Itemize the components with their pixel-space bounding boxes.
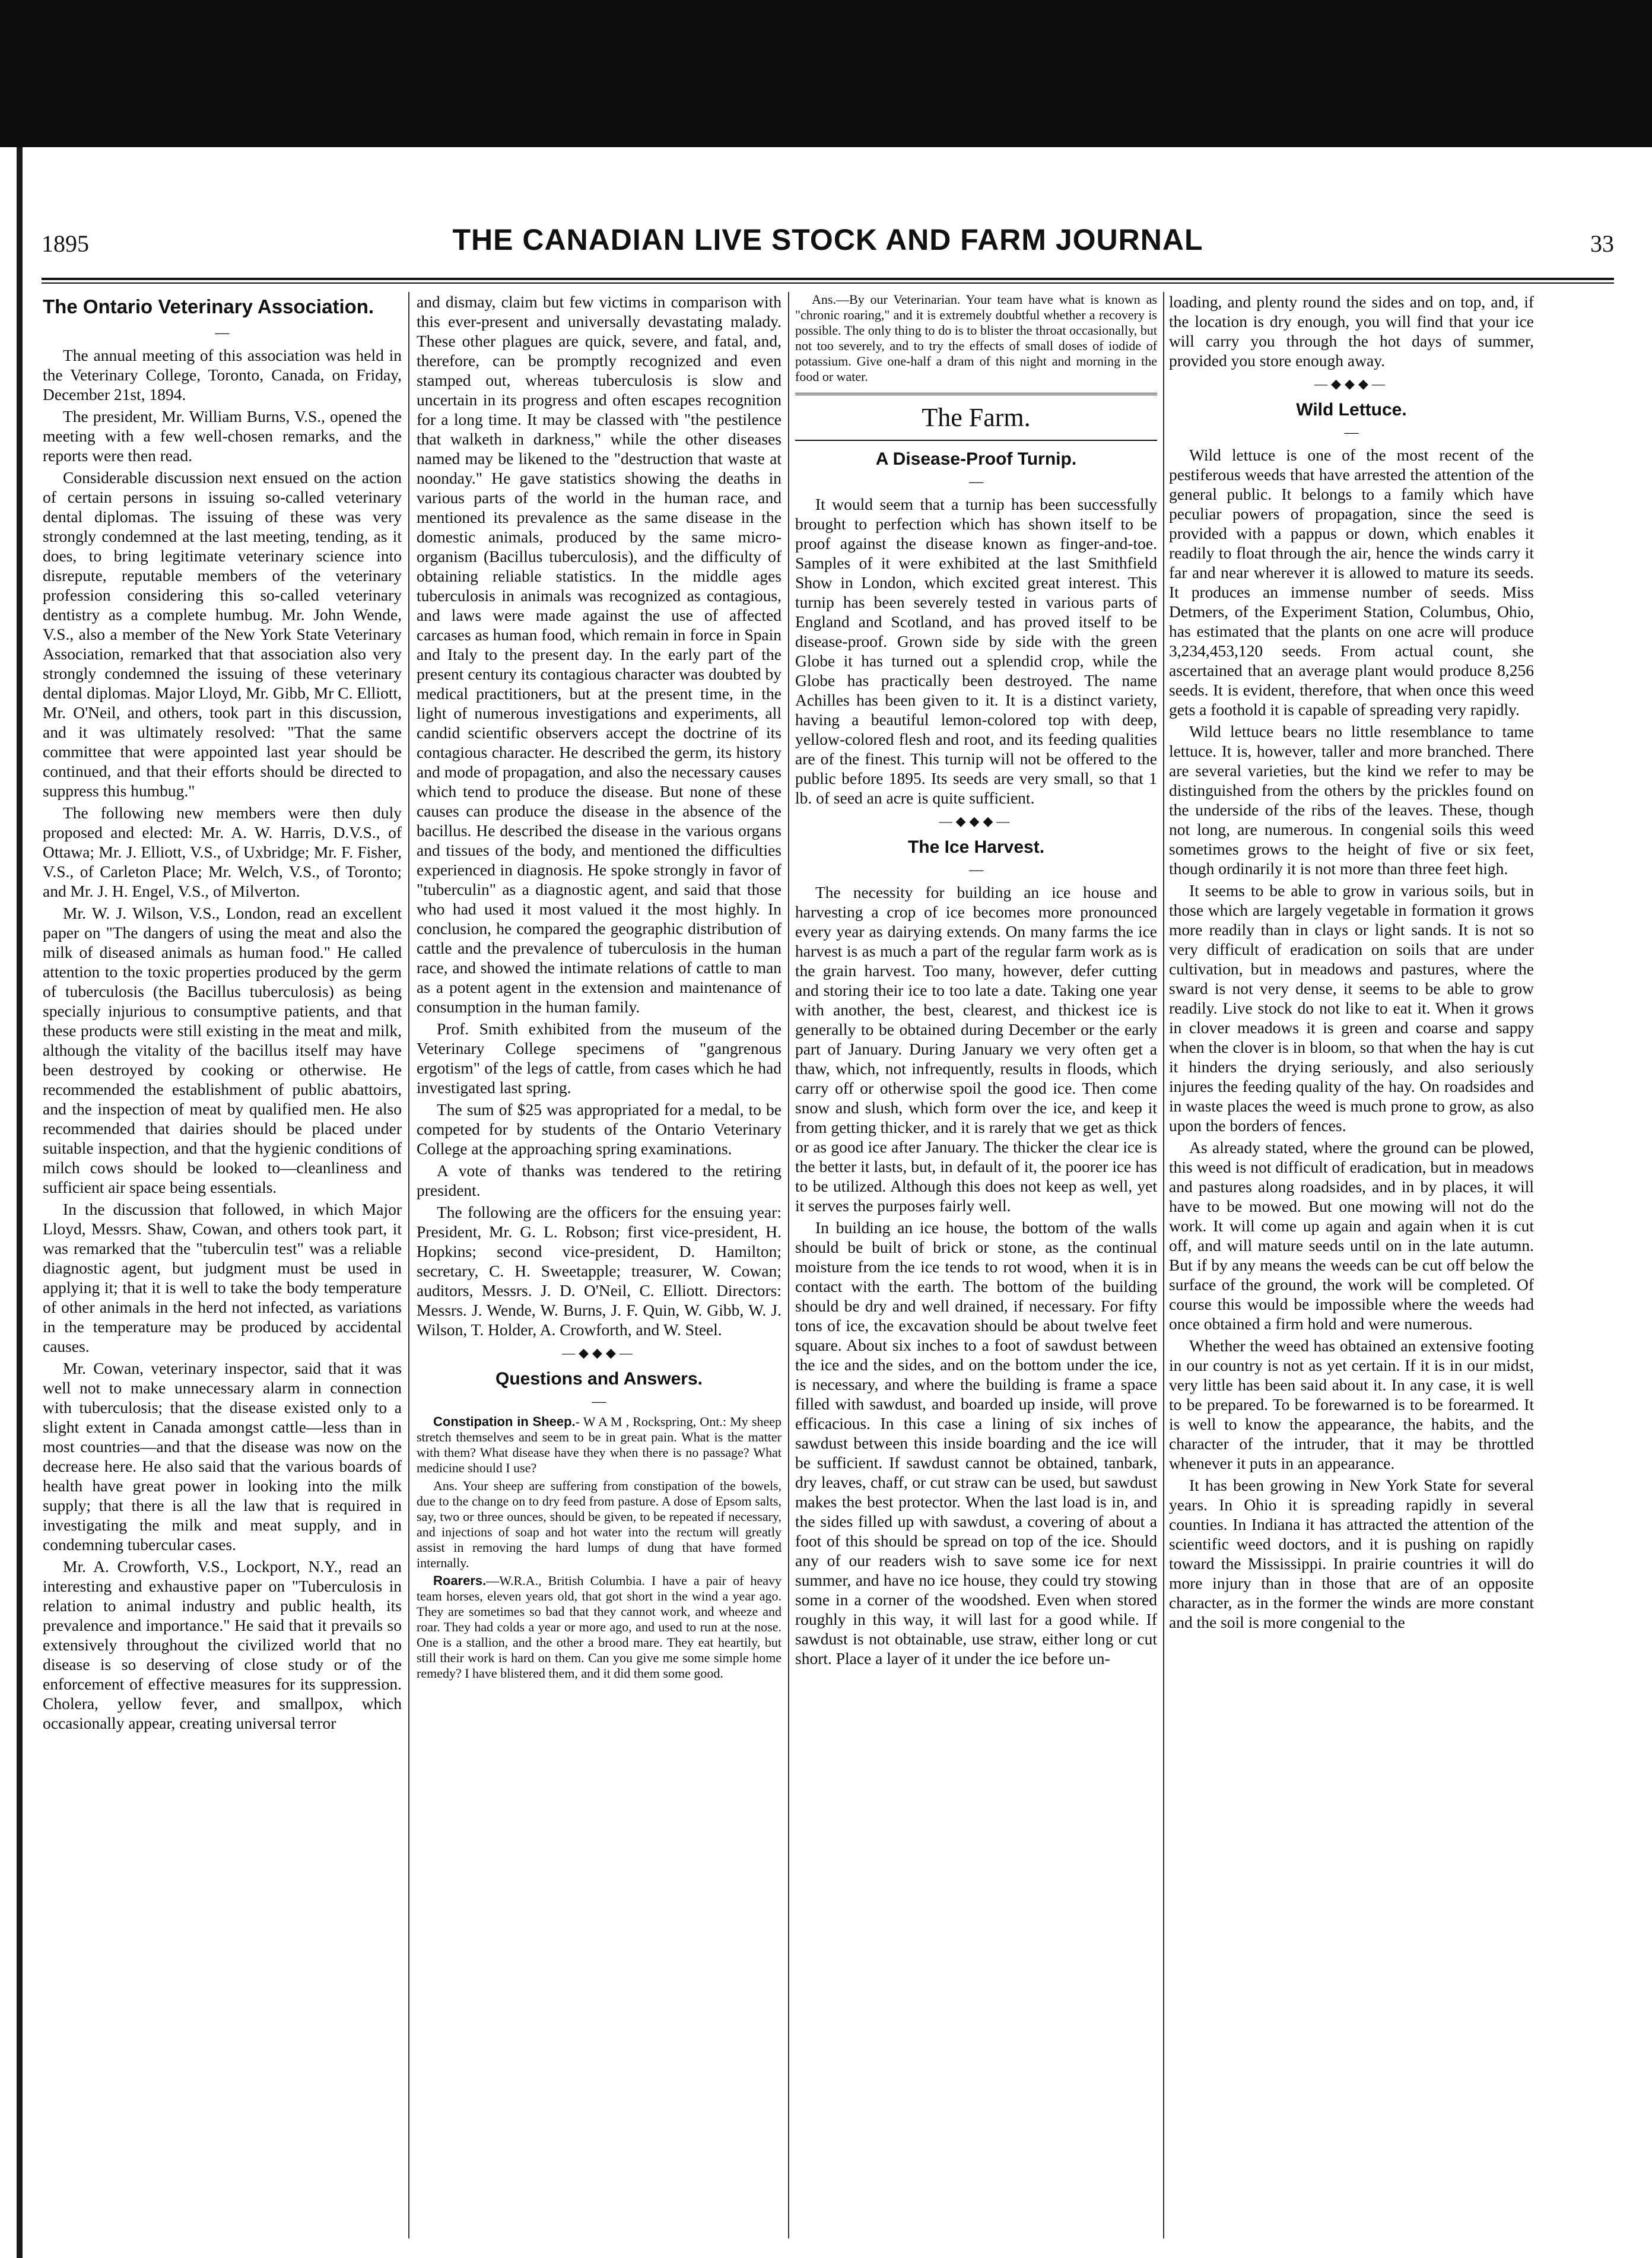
paragraph: loading, and plenty round the sides and on top, and, if the location is dry enough, you will find that your ice will carry you through the hot days of summer, provided you store enough away.: [1169, 293, 1534, 370]
column-divider: [788, 292, 789, 2238]
scan-top-border: [0, 0, 1652, 147]
paragraph: In building an ice house, the bottom of the walls should be built of brick or stone, as the continual moisture from the ice tends to rot wood, when it is in contact with the earth. The bottom of the building should be dry and well drained, if necessary. For fifty tons of ice, the excavation should be about twelve feet square. About six inches to a foot of sawdust between the ice and the sides, and on the bottom under the ice, is necessary, and where the building is frame a space filled with sawdust, and boarded up inside, will prove efficacious. In this case a lining of six inches of sawdust between this inside boarding and the ice will be sufficient. If sawdust cannot be obtained, tanbark, dry leaves, chaff, or cut straw can be used, but sawdust makes the best protector. When the last load is in, and the sides filled up with sawdust, a covering of about a foot of this should be spread on top of the ice. Should any of our readers wish to save some ice for next summer, and have no ice house, they could try stowing some in a corner of the woodshed. Even when stored roughly in this way, it will last for a good while. If sawdust is not obtainable, use straw, either long or cut short. Place a layer of it under the ice before un-: [795, 1218, 1157, 1668]
heading-dash: —: [592, 1394, 606, 1409]
article-heading-lettuce: Wild Lettuce.: [1296, 400, 1407, 420]
paragraph: The annual meeting of this association was held in the Veterinary College, Toronto, Canada, on Friday, December 21st, 1894.: [43, 346, 402, 404]
column-divider: [1163, 292, 1164, 2238]
paragraph: Prof. Smith exhibited from the museum of the Veterinary College specimens of "gangrenous ergotism" of the legs of cattle, from cases which he had investigated last spring.: [417, 1020, 781, 1097]
paragraph: Mr. A. Crowforth, V.S., Lockport, N.Y., read an interesting and exhaustive paper on "Tuberculosis in relation to animal industry and public health, its prevalence and importance." He said that it prevails so extensively throughout the civilized world that no disease is so deserving of close study or of the enforcement of effective measures for its suppression. Cholera, yellow fever, and smallpox, which occasionally appear, creating universal terror: [43, 1557, 402, 1732]
column-1: [43, 292, 402, 2238]
heading-dash: —: [215, 325, 230, 341]
column-2: [417, 292, 781, 2238]
section-ornament: —◆◆◆—: [1314, 376, 1389, 391]
paragraph: It would seem that a turnip has been successfully brought to perfection which has shown itself to be proof against the disease known as finger-and-toe. Samples of it were exhibited at the last Smithfield Show in London, which excited great interest. This turnip has been severely tested in various parts of England and Scotland, and has proved itself to be disease-proof. Grown side by side with the green Globe it has turned out a splendid crop, while the Globe has practically been destroyed. The name Achilles has been given to it. It is a distinct variety, having a beautiful lemon-colored top with deep, yellow-colored flesh and root, and its feeding qualities are of the finest. This turnip will not be offered to the public before 1895. Its seeds are very small, so that 1 lb. of seed an acre is quite sufficient.: [795, 495, 1157, 807]
page-header: [42, 223, 1614, 276]
paragraph: The following new members were then duly proposed and elected: Mr. A. W. Harris, D.V.S., of Ottawa; Mr. J. Elliott, V.S., of Uxbridge; Mr. F. Fisher, V.S., of Carleton Place; Mr. Welch, V.S., of Toronto; and Mr. J. H. Engel, V.S., of Milverton.: [43, 804, 402, 900]
section-title-farm: The Farm.: [922, 403, 1031, 432]
qa-answer: Ans.—By our Veterinarian. Your team have what is known as "chronic roaring," and it is extremely doubtful whether a recovery is possible. The only thing to do is to blister the throat occasionally, but not too severely, and to try the effects of small doses of iodide of potassium. Give one-half a dram of this night and morning in the food or water.: [795, 292, 1157, 384]
heading-dash: —: [1344, 425, 1359, 440]
paragraph: It has been growing in New York State for several years. In Ohio it is spreading rapidly in several counties. In Indiana it has attracted the attention of the scientific weed doctors, and it is pushing on rapidly toward the Mississippi. In prairie countries it will do more injury than in those that are of an opposite character, as in the former the winds are more constant and the soil is more congenial to the: [1169, 1476, 1534, 1631]
column-divider: [408, 292, 409, 2238]
qa-heading: Questions and Answers.: [495, 1369, 703, 1389]
qa-entry: [417, 1478, 781, 1571]
paragraph: In the discussion that followed, in which Major Lloyd, Messrs. Shaw, Cowan, and others took part, it was remarked that the "tuberculin test" was a reliable diagnostic agent, but judgment must be used in applying it; that it is well to take the body temperature of other animals in the herd not infected, as variations in the temperature may be produced by accidental causes.: [43, 1200, 402, 1355]
heading-dash: —: [969, 862, 983, 878]
paragraph: Considerable discussion next ensued on the action of certain persons in issuing so-called veterinary dental diplomas. The issuing of these was very strongly condemned at the last meeting, tending, as it does, to bring legitimate veterinary science into disrepute, reputable members of the veterinary profession considering this so-called veterinary dentistry as a complete humbug. Mr. John Wende, V.S., also a member of the New York State Veterinary Association, remarked that that association also very strongly condemned the issuing of these veterinary dental diplomas. Major Lloyd, Mr. Gibb, Mr C. Elliott, Mr. O'Neil, and others, took part in this discussion, and it was ultimately resolved: "That the same committee that were appointed last year should be continued, and that their efforts should be directed to suppress this humbug.": [43, 468, 402, 800]
heading-dash: —: [969, 474, 983, 490]
qa-entry: [417, 1414, 781, 1476]
paragraph: and dismay, claim but few victims in comparison with this ever-present and universally devastating malady. These other plagues are quick, severe, and fatal, and, therefore, can be promptly recognized and even stamped out, whereas tuberculosis is slow and uncertain in its progress and often escapes recognition for a long time. It may be classed with "the pestilence that walketh in darkness," while the other diseases named may be likened to the "destruction that waste at noonday." He gave statistics showing the deaths in various parts of the world in the human race, and mentioned its prevalence as the same disease in the domestic animals, produced by the same micro-organism (Bacillus tuberculosis), and the difficulty of obtaining reliable statistics. In the middle ages tuberculosis in animals was recognized as contagious, and laws were made against the use of affected carcases as human food, which remain in force in Spain and Italy to the present day. In the early part of the present century its contagious character was doubted by medical practitioners, but at the present time, in the light of numerous investigations and experiments, all candid scientific observers accept the doctrine of its contagious character. He described the germ, its history and mode of propagation, and also the necessary causes which tend to produce the disease. But none of these causes can produce the disease in the absence of the bacillus. He described the disease in the various organs and tissues of the body, and mentioned the difficulties experienced in diagnosis. He spoke strongly in favor of "tuberculin" as a diagnostic agent, and said that those who had used it most valued it the most highly. In conclusion, he compared the geographic distribution of cattle and the prevalence of tuberculosis in the human race, and showed the intimate relations of cattle to man as a potent agent in the extension and maintenance of consumption in the human family.: [417, 293, 781, 1016]
qa-entry: [417, 1573, 781, 1681]
article-heading-veterinary: The Ontario Veterinary Association.: [43, 296, 374, 317]
qa-entry-title: Constipation in Sheep.: [433, 1414, 576, 1429]
paragraph: It seems to be able to grow in various soils, but in those which are largely vegetable in formation it grows more readily than in clays or light sands. It is not so very difficult of eradication on soils that are under cultivation, but in meadows and pastures, where the sward is not very dense, it seems to be able to grow readily. Live stock do not like to eat it. When it grows in clover meadows it is green and coarse and sappy when the clover is in bloom, so that when the hay is cut it hinders the drying seriously, and also seriously injures the feeding quality of the hay. On roadsides and in waste places the weed is much prone to grow, as also upon the borders of fences.: [1169, 881, 1534, 1135]
paragraph: As already stated, where the ground can be plowed, this weed is not difficult of eradication, but in meadows and pastures along roadsides, and in by places, it will have to be mowed. But one mowing will not do the work. It will come up again and again when it is cut off, and will mature seeds until on in the late autumn. But if by any means the weeds can be cut off below the surface of the ground, the work will be completed. Of course this would be impossible where the weeds had once obtained a firm hold and were numerous.: [1169, 1138, 1534, 1333]
paragraph: The president, Mr. William Burns, V.S., opened the meeting with a few well-chosen remarks, and the reports were then read.: [43, 407, 402, 465]
paragraph: The necessity for building an ice house and harvesting a crop of ice becomes more pronounced every year as dairying extends. On many farms the ice harvest is as much a part of the regular farm work as is the grain harvest. Too many, however, defer cutting and storing their ice to too late a date. Taking one year with another, the best, clearest, and thickest ice is generally to be obtained during December or the early part of January. During January we very often get a thaw, which, not infrequently, results in floods, which carry off or otherwise spoil the good ice. Then come snow and slush, which form over the ice, and keep it from getting thicker, and it is rarely that we get as thick or as good ice after January. The thicker the clear ice is the better it lasts, but, in default of it, the poorer ice has to be utilized. Although this does not keep as well, yet it serves the purposes fairly well.: [795, 883, 1157, 1215]
paragraph: Mr. Cowan, veterinary inspector, said that it was well not to make unnecessary alarm in connection with tuberculosis; that the disease existed only to a slight extent in Canada amongst cattle—less than in most countries—and that the disease was now on the decrease here. He also said that the various boards of health have great power in looking into the milk supply; that there is all the law that is required in investigating the milk and meat supply, and in condemning tubercular cases.: [43, 1359, 402, 1554]
paragraph: The sum of $25 was appropriated for a medal, to be competed for by students of the Ontario Veterinary College at the approaching spring examinations.: [417, 1100, 781, 1158]
header-rule-thin: [42, 282, 1614, 284]
article-heading-ice: The Ice Harvest.: [907, 837, 1045, 857]
page-number: 33: [1590, 230, 1614, 257]
paragraph: Wild lettuce is one of the most recent of the pestiferous weeds that have arrested the attention of the general public. It belongs to a family which have peculiar powers of propagation, since the seed is provided with a pappus or down, which enables it readily to float through the air, hence the winds carry it far and near wherever it is allowed to mature its seeds. It produces an immense number of seeds. Miss Detmers, of the Experiment Station, Columbus, Ohio, has estimated that the plants on one acre will produce 3,234,453,120 seeds. From actual count, she ascertained that an average plant would produce 8,256 seeds. It is evident, therefore, that when once this weed gets a foothold it is capable of spreading very rapidly.: [1169, 446, 1534, 719]
paragraph: A vote of thanks was tendered to the retiring president.: [417, 1161, 781, 1199]
paragraph: Mr. W. J. Wilson, V.S., London, read an excellent paper on "The dangers of using the meat and also the milk of diseased animals as human food." He called attention to the toxic properties produced by the germ of tuberculosis (the Bacillus tuberculosis) as being specially injurious to consumptive patients, and that these products were still existing in the meat and milk, although the vitality of the bacillus itself may have been destroyed by cooking or otherwise. He recommended the establishment of public abattoirs, and the inspection of meat by qualified men. He also recommended that dairies should be placed under suitable inspection, and that the hygienic conditions of milch cows should be looked to—cleanliness and sufficient air space being essentials.: [43, 904, 402, 1196]
paragraph: Whether the weed has obtained an extensive footing in our country is not as yet certain. If it is in our midst, very little has been said about it. In any case, it is well to be prepared. To be forewarned is to be forearmed. It is well to know the appearance, the habits, and the character of the intruder, that it may be throttled whenever it puts in an appearance.: [1169, 1336, 1534, 1472]
qa-entry-text: Ans. Your sheep are suffering from constipation of the bowels, due to the change on to dry feed from pasture. A dose of Epsom salts, say, two or three ounces, should be given, to be repeated if necessary, and injections of soap and hot water into the rectum will greatly assist in removing the hard lumps of dung that have formed internally.: [417, 1478, 781, 1570]
article-heading-turnip: A Disease-Proof Turnip.: [875, 449, 1077, 469]
qa-entry-text: —W.R.A., British Columbia. I have a pair of heavy team horses, eleven years old, that got short in the wind a year ago. They are sometimes so bad that they cannot work, and wheeze and roar. They had colds a year or more ago, and used to run at the nose. One is a stallion, and the other a brood mare. They eat heartily, but still their work is hard on them. Can you give me some simple home remedy? I have blistered them, and it did them some good.: [417, 1573, 781, 1681]
scan-left-edge: [17, 147, 23, 2258]
qa-entry-text: - W A M , Rockspring, Ont.: My sheep stretch themselves and seem to be in great pain. What is the matter with them? What disease have they when there is no passage? What medicine should I use?: [417, 1414, 781, 1475]
paragraph: The following are the officers for the ensuing year: President, Mr. G. L. Robson; first vice-president, H. Hopkins; second vice-president, D. Hamilton; secretary, C. H. Sweetapple; treasurer, W. Cowan; auditors, Messrs. J. D. O'Neil, C. Elliott. Directors: Messrs. J. Wende, W. Burns, J. F. Quin, W. Gibb, W. J. Wilson, T. Holder, A. Crowforth, and W. Steel.: [417, 1203, 781, 1339]
section-ornament: —◆◆◆—: [939, 814, 1014, 828]
header-rule: [42, 278, 1614, 280]
paragraph: Wild lettuce bears no little resemblance to tame lettuce. It is, however, taller and more branched. There are several varieties, but the kind we refer to may be distinguished from the others by the prickles found on the underside of the ribs of the leaves. These, though not long, are numerous. In congenial soils this weed sometimes grows to the height of five or six feet, though ordinarily it is not more than three feet high.: [1169, 722, 1534, 878]
section-banner: [795, 393, 1157, 441]
header-year: 1895: [42, 230, 89, 257]
qa-entry-title: Roarers.: [433, 1573, 487, 1588]
journal-title: THE CANADIAN LIVE STOCK AND FARM JOURNAL: [452, 223, 1203, 256]
section-ornament: —◆◆◆—: [562, 1345, 636, 1360]
column-3: [795, 292, 1157, 2238]
column-4: [1169, 292, 1534, 2238]
